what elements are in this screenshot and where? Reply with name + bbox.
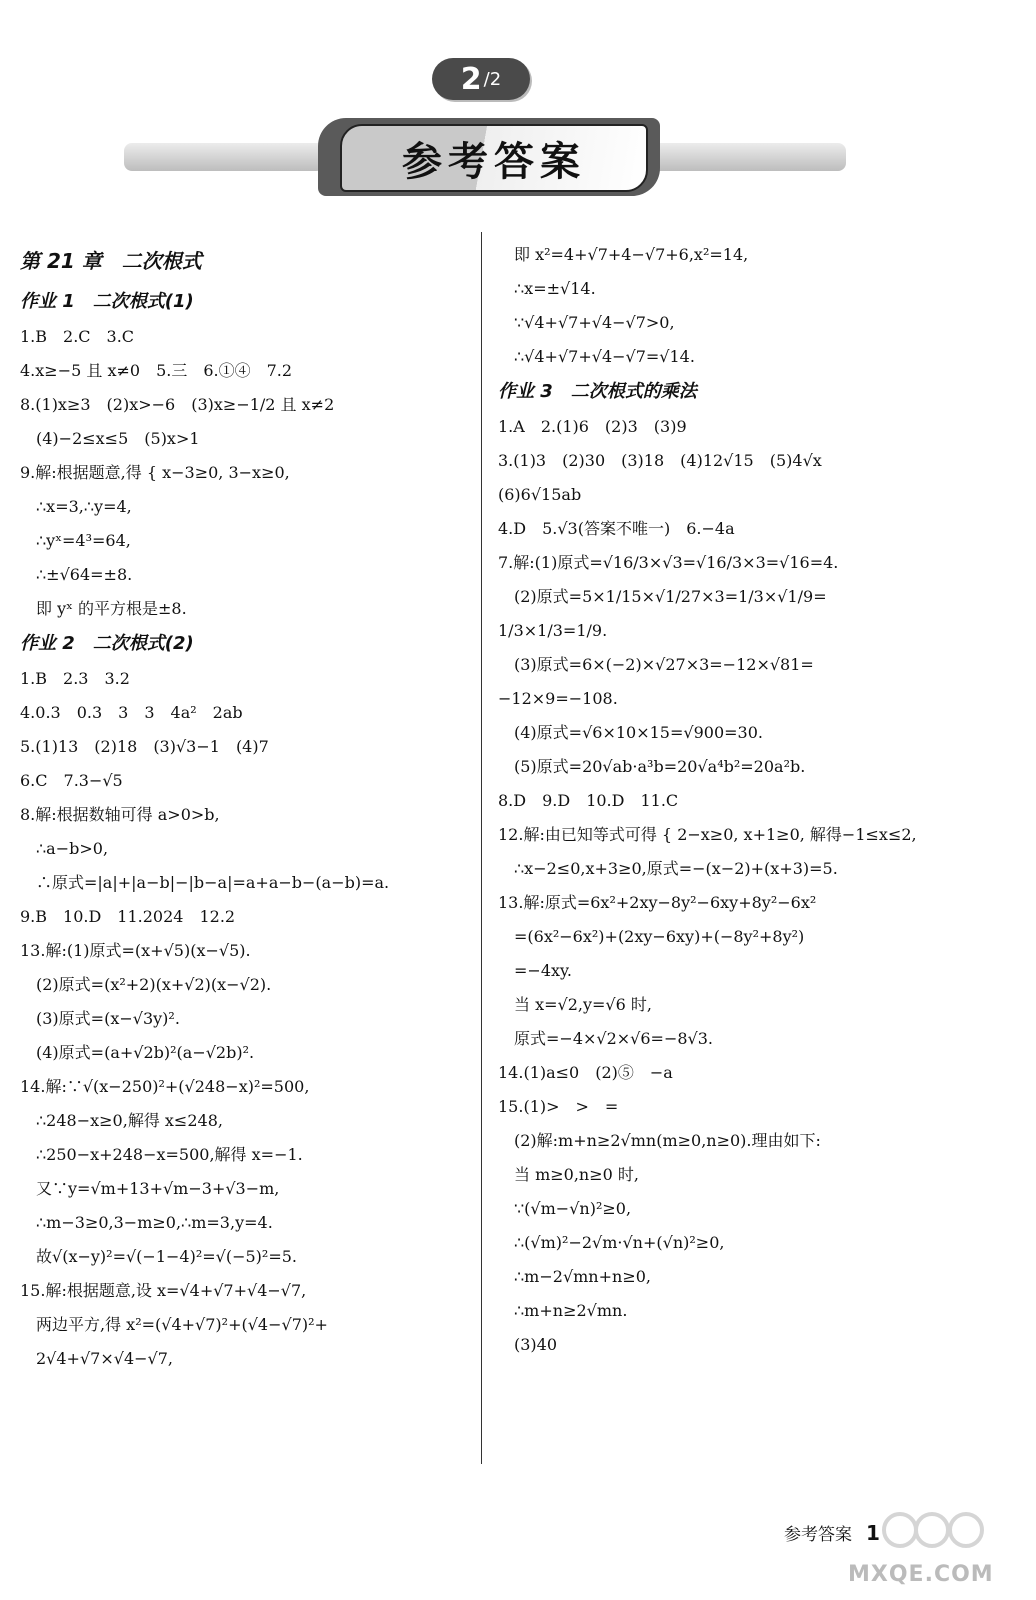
answer-line: =(6x²−6x²)+(2xy−6xy)+(−8y²+8y²)	[514, 927, 805, 946]
right-column	[498, 238, 1013, 1362]
answer-line: 4.0.3 0.3 3 3 4a² 2ab	[20, 703, 243, 722]
answer-line: ∵√4+√7+√4−√7>0,	[514, 313, 675, 332]
answer-line: 两边平方,得 x²=(√4+√7)²+(√4−√7)²+	[36, 1315, 328, 1334]
section-heading: 作业 3 二次根式的乘法	[498, 381, 697, 402]
page-number: 1	[866, 1521, 880, 1545]
answer-line: 13.解:(1)原式=(x+√5)(x−√5).	[20, 941, 251, 960]
answer-line: 当 m≥0,n≥0 时,	[514, 1165, 639, 1184]
answer-line: 6.C 7.3−√5	[20, 771, 123, 790]
answer-line: 5.(1)13 (2)18 (3)√3−1 (4)7	[20, 737, 269, 756]
answer-line: 9.解:根据题意,得 { x−3≥0, 3−x≥0,	[20, 463, 290, 482]
answer-line: ∴m−2√mn+n≥0,	[514, 1267, 651, 1286]
answer-line: −12×9=−108.	[498, 689, 618, 708]
answer-line: 1/3×1/3=1/9.	[498, 621, 608, 640]
answer-line: (2)原式=5×1/15×√1/27×3=1/3×√1/9=	[514, 587, 827, 606]
answer-line: ∴m+n≥2√mn.	[514, 1301, 628, 1320]
column-divider	[481, 232, 482, 1464]
answer-line: 8.解:根据数轴可得 a>0>b,	[20, 805, 220, 824]
answer-line: 13.解:原式=6x²+2xy−8y²−6xy+8y²−6x²	[498, 893, 817, 912]
answer-line: 15.(1)> > =	[498, 1097, 619, 1116]
answer-line: ∴250−x+248−x=500,解得 x=−1.	[36, 1145, 303, 1164]
answer-line: (6)6√15ab	[498, 485, 582, 504]
answer-line: 当 x=√2,y=√6 时,	[514, 995, 652, 1014]
answer-line: =−4xy.	[514, 961, 573, 980]
answer-line: 即 x²=4+√7+4−√7+6,x²=14,	[514, 245, 749, 264]
answer-line: ∴a−b>0,	[36, 839, 109, 858]
badge-total: /2	[483, 68, 502, 90]
header-bar-left	[124, 143, 324, 171]
answer-line: 4.D 5.√3(答案不唯一) 6.−4a	[498, 519, 735, 538]
answer-line: ∴(√m)²−2√m·√n+(√n)²≥0,	[514, 1233, 725, 1252]
answer-line: (2)原式=(x²+2)(x+√2)(x−√2).	[36, 975, 272, 994]
answer-line: (4)−2≤x≤5 (5)x>1	[36, 429, 200, 448]
answer-line: (4)原式=√6×10×15=√900=30.	[514, 723, 763, 742]
answer-line: 8.(1)x≥3 (2)x>−6 (3)x≥−1/2 且 x≠2	[20, 395, 335, 414]
answer-line: 即 yˣ 的平方根是±8.	[36, 599, 187, 618]
answer-line: ∴x−2≤0,x+3≥0,原式=−(x−2)+(x+3)=5.	[514, 859, 838, 878]
answer-line: 1.B 2.3 3.2	[20, 669, 130, 688]
title-banner	[340, 124, 648, 192]
page-badge	[432, 58, 530, 100]
watermark-text: MXQE.COM	[848, 1562, 994, 1587]
answer-line: (2)解:m+n≥2√mn(m≥0,n≥0).理由如下:	[514, 1131, 821, 1150]
answer-line: 1.B 2.C 3.C	[20, 327, 135, 346]
answer-line: (5)原式=20√ab·a³b=20√a⁴b²=20a²b.	[514, 757, 806, 776]
answer-line: 8.D 9.D 10.D 11.C	[498, 791, 679, 810]
answer-line: ∴x=±√14.	[514, 279, 596, 298]
answer-line: ∴248−x≥0,解得 x≤248,	[36, 1111, 223, 1130]
answer-line: 1.A 2.(1)6 (2)3 (3)9	[498, 417, 687, 436]
left-column	[20, 238, 465, 1376]
answer-line: 原式=−4×√2×√6=−8√3.	[514, 1029, 714, 1048]
watermark-logo-icon	[880, 1500, 990, 1560]
answer-line: 9.B 10.D 11.2024 12.2	[20, 907, 236, 926]
answer-line: (3)40	[514, 1335, 558, 1354]
answer-line: 4.x≥−5 且 x≠0 5.三 6.①④ 7.2	[20, 361, 293, 380]
answer-line: ∴±√64=±8.	[36, 565, 133, 584]
answer-line: 14.解:∵√(x−250)²+(√248−x)²=500,	[20, 1077, 310, 1096]
section-heading: 作业 2 二次根式(2)	[20, 633, 194, 654]
answer-line: ∴m−3≥0,3−m≥0,∴m=3,y=4.	[36, 1213, 273, 1232]
answer-line: ∴x=3,∴y=4,	[36, 497, 132, 516]
header-bar-right	[640, 143, 846, 171]
answer-line: 14.(1)a≤0 (2)⑤ −a	[498, 1063, 673, 1082]
answer-line: 3.(1)3 (2)30 (3)18 (4)12√15 (5)4√x	[498, 451, 822, 470]
chapter-heading: 第 21 章 二次根式	[20, 249, 202, 273]
answer-line: (3)原式=6×(−2)×√27×3=−12×√81=	[514, 655, 814, 674]
answer-line: 7.解:(1)原式=√16/3×√3=√16/3×3=√16=4.	[498, 553, 839, 572]
answer-line: 15.解:根据题意,设 x=√4+√7+√4−√7,	[20, 1281, 307, 1300]
answer-line: (3)原式=(x−√3y)².	[36, 1009, 180, 1028]
footer-label: 参考答案	[784, 1525, 852, 1545]
answer-line: 12.解:由已知等式可得 { 2−x≥0, x+1≥0, 解得−1≤x≤2,	[498, 825, 917, 844]
answer-line: (4)原式=(a+√2b)²(a−√2b)².	[36, 1043, 255, 1062]
answer-line: ∵(√m−√n)²≥0,	[514, 1199, 632, 1218]
page-title: 参考答案	[402, 138, 586, 185]
answer-line: 故√(x−y)²=√(−1−4)²=√(−5)²=5.	[36, 1247, 297, 1266]
page-footer	[784, 1520, 880, 1545]
answer-line: 又∵y=√m+13+√m−3+√3−m,	[36, 1179, 280, 1198]
answer-line: ∴原式=|a|+|a−b|−|b−a|=a+a−b−(a−b)=a.	[36, 873, 390, 892]
answer-line: ∴√4+√7+√4−√7=√14.	[514, 347, 695, 366]
badge-page: 2	[460, 61, 482, 97]
answer-line: ∴yˣ=4³=64,	[36, 531, 131, 550]
section-heading: 作业 1 二次根式(1)	[20, 291, 194, 312]
answer-line: 2√4+√7×√4−√7,	[36, 1349, 173, 1368]
